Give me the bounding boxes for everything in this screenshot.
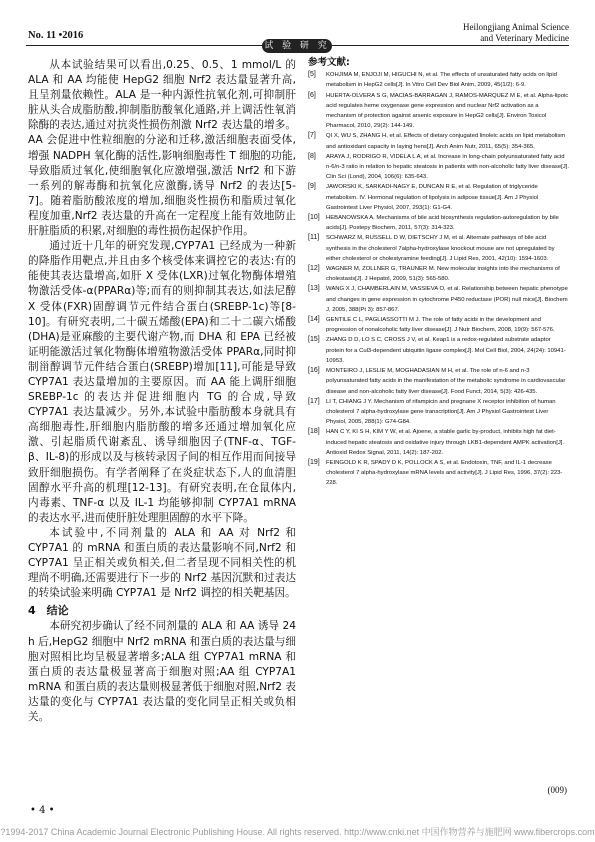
references-column bbox=[308, 58, 570, 489]
reference-text: WANG X J, CHAMBERLAIN M, VASSIEVA O, et al. Relationship between hepatic phenotype and changes in gene expression in cytochrome P450 reductase (POR) null mice[J]. Biochem J, 2005, 388(Pt 3): 857-867. bbox=[326, 286, 568, 313]
reference-item bbox=[308, 152, 570, 183]
reference-item bbox=[308, 233, 570, 264]
main-text-column bbox=[28, 58, 296, 725]
body-paragraph-3: 本试验中,不同剂量的 ALA 和 AA 对 Nrf2 和 CYP7A1 的 mRNA 和蛋白质的表达量影响不同,Nrf2 和 CYP7A1 呈正相关或负相关,但二者呈现不同相关性的机理尚不明确,还需要进行下一步的 Nrf2 基因沉默和过表达的转染试验来明确 CYP7A1 是 Nrf2 调控的相关靶基因。 bbox=[28, 526, 296, 600]
reference-item bbox=[308, 264, 570, 284]
reference-item bbox=[308, 131, 570, 151]
reference-text: LI T, CHIANG J Y. Mechanism of rifampicin and pregnane X receptor inhibition of human cholesterol 7 alpha-hydroxylase gene transcription[J]. Am J Physiol Gastrointest Liver Physiol, 2005, 288(1): G74-G84. bbox=[326, 398, 556, 426]
reference-text: ARAYA J, RODRIGO R, VIDELA L A, et al. Increase in long-chain polyunsaturated fatty acid n-6/n-3 ratio in relation to hepatic steatosis in patients with non-alcoholic fatty liver disease[J]. Clin Sci (Lond), 2004, 106(6): 635-643. bbox=[326, 153, 569, 181]
reference-number: [6] bbox=[308, 91, 316, 99]
reference-item bbox=[308, 366, 570, 397]
journal-name-line1: Heilongjiang Animal Science bbox=[463, 22, 569, 32]
conclusion-paragraph: 本研究初步确认了经不同剂量的 ALA 和 AA 诱导 24 h 后,HepG2 细胞中 Nrf2 mRNA 和蛋白质的表达量与细胞对照相比均呈极显著增多;ALA 组 CYP7A1 mRNA 和蛋白质的表达量极显著高于细胞对照;AA 组 CYP7A1 mRNA 和蛋白质的表达量则极显著低于细胞对照,Nrf2 表达量的变化与 CYP7A1 表达量的变化同呈正相关或负相关。 bbox=[28, 620, 296, 724]
reference-number: [9] bbox=[308, 183, 316, 191]
reference-item bbox=[308, 182, 570, 213]
issue-number: No. 11 •2016 bbox=[28, 30, 84, 41]
section-heading-conclusion: 4 结论 bbox=[28, 604, 69, 618]
reference-number: [16] bbox=[308, 367, 320, 375]
reference-text: KOHJIMA M, ENJOJI M, HIGUCHI N, et al. The effects of unsaturated fatty acids on lipid metabolism in HepG2 cells[J]. In Vitro Cell Dev Biol Anim, 2009, 45(1/2): 6-9. bbox=[326, 72, 557, 89]
references-title: 参考文献: bbox=[308, 57, 350, 68]
reference-text: WAGNER M, ZOLLNER G, TRAUNER M. New molecular insights into the mechanisms of cholestasis[J]. J Hepatol, 2009, 51(3): 565-580. bbox=[326, 266, 560, 283]
journal-name bbox=[463, 22, 569, 44]
page-number: • 4 • bbox=[30, 805, 55, 816]
reference-number: [13] bbox=[308, 285, 320, 293]
reference-text: HUERTA-OLVERA S G, MACIAS-BARRAGAN J, RAMOS-MARQUEZ M E, et al. Alpha-lipoic acid regulates heme oxygenase gene expression and nuclear Nrf2 activation as a mechanism of protection against arsenic exposure in HepG2 cells[J]. Environ Toxicol Pharmacol, 2010, 29(2): 144-149. bbox=[326, 92, 569, 130]
reference-text: JAWORSKI K, SARKADI-NAGY E, DUNCAN R E, et al. Regulation of triglyceride metabolism. IV. Hormonal regulation of lipolysis in adipose tissue[J]. Am J Physiol Gastrointest Liver Physiol, 2007, 293(1): G1-G4. bbox=[326, 184, 539, 211]
copyright-footer: ?1994-2017 China Academic Journal Electronic Publishing House. All rights reserved. http://www.cnki.net 中国作物营养与施肥网 www.fibercrops.com bbox=[0, 827, 595, 837]
reference-text: ZHANG D D, LO S C, CROSS J V, et al. Keap1 is a redox-regulated substrate adaptor protein for a Cul3-dependent ubiquitin ligase complex[J]. Mol Cell Biol, 2004, 24(24): 10941-10953. bbox=[326, 337, 566, 364]
reference-number: [5] bbox=[308, 71, 316, 79]
reference-item bbox=[308, 315, 570, 335]
reference-text: HEBANOWSKA A. Mechanisms of bile acid biosynthesis regulation-autoregulation by bile acids[J]. Postepy Biochem, 2011, 57(3): 314-323. bbox=[326, 215, 559, 232]
reference-text: SCHWARZ M, RUSSELL D W, DIETSCHY J M, et al. Alternate pathways of bile acid synthesis in the cholesterol 7alpha-hydroxylase knockout mouse are not upregulated by either cholesterol or cholestyramine feeding[J]. J Lipid Res, 2001, 42(10): 1594-1603. bbox=[326, 235, 555, 262]
reference-number: [10] bbox=[308, 214, 320, 222]
reference-text: FEINGOLD K R, SPADY D K, POLLOCK A S, et al. Endotoxin, TNF, and IL-1 decrease cholesterol 7 alpha-hydroxylase mRNA levels and activity[J]. J Lipid Res, 1996, 37(2): 223-228. bbox=[326, 459, 563, 487]
reference-item bbox=[308, 427, 570, 458]
reference-item bbox=[308, 213, 570, 233]
reference-text: GENTILE C L, PAGLIASSOTTI M J. The role of fatty acids in the development and progression of nonalcoholic fatty liver disease[J]. J Nutr Biochem, 2008, 19(9): 567-576. bbox=[326, 317, 555, 334]
reference-item bbox=[308, 458, 570, 489]
reference-item bbox=[308, 70, 570, 90]
section-badge: 试 验 研 究 bbox=[262, 39, 332, 53]
journal-name-line2: and Veterinary Medicine bbox=[480, 33, 569, 43]
reference-number: [14] bbox=[308, 316, 320, 324]
reference-number: [19] bbox=[308, 458, 320, 466]
reference-item bbox=[308, 284, 570, 315]
reference-number: [12] bbox=[308, 265, 320, 273]
reference-number: [7] bbox=[308, 132, 316, 140]
reference-item bbox=[308, 91, 570, 132]
reference-number: [8] bbox=[308, 152, 316, 160]
reference-number: [15] bbox=[308, 336, 320, 344]
reference-item bbox=[308, 335, 570, 366]
body-paragraph-2: 通过近十几年的研究发现,CYP7A1 已经成为一种新的降脂作用靶点,并且由多个核受体来调控它的表达:有的能使其表达量增高,如肝 X 受体(LXR)过氧化物酶体增殖物激活受体-α(PPARα)等;而有的则抑制其表达,如法尼醇 X 受体(FXR)固醇调节元件结合蛋白(SREBP-1c)等[8-10]。有研究表明,二十碳五烯酸(EPA)和二十二碳六烯酸(DHA)是亚麻酸的主要代谢产物,而 DHA 和 EPA 已经被证明能激活过氧化物酶体增殖物激活受体 PPARα,同时抑制甾醇调节元件结合蛋白(SREBP)增加[11],可能是导致 CYP7A1 表达量增加的主要原因。而 AA 能上调肝细胞 SREBP-1c 的表达并促进细胞内 TG 的合成,导致 CYP7A1 表达量减少。另外,本试验中脂肪酸本身就具有高细胞毒性,肝细胞内脂肪酸的增多还通过增加氧化应激、引起脂质代谢紊乱、诱导细胞因子(TNF-α、TGF-β、IL-8)的形成以及与核转录因子间的相互作用而间接导致肝细胞损伤。有学者阐释了在炎症状态下,人的血清胆固醇水平升高的机理[12-13]。有研究表明,在仓鼠体内,内毒素、TNF-α 以及 IL-1 均能够抑制 CYP7A1 mRNA 的表达水平,进而使肝脏处理胆固醇的水平下降。 bbox=[28, 240, 296, 524]
reference-number: [18] bbox=[308, 428, 320, 436]
body-paragraph-1: 从本试验结果可以看出,0.25、0.5、1 mmol/L 的 ALA 和 AA 均能使 HepG2 细胞 Nrf2 表达量显著升高,且呈剂量依赖性。ALA 是一种内源性抗氧化剂,可抑制肝脏从头合成脂肪酸,抑制脂肪酸氧化通路,并上调活性氧消除酶的表达,通过对抗炎性损伤剂激 Nrf2 表达量的增多。AA 会促进中性粒细胞的分泌和迁移,激活细胞表面受体,增强 NADPH 氧化酶的活性,影响细胞毒性 T 细胞的功能,导致脂质过氧化,使细胞氧化应激增强,激活 Nrf2 和下游一系列的解毒酶和抗氧化应激酶,诱导 Nrf2 的表达[5-7]。随着脂肪酸浓度的增加,细胞炎性损伤和脂质过氧化程度加重,Nrf2 表达量的升高在一定程度上能有效地防止肝脏脂质的积累,对细胞的毒性损伤起保护作用。 bbox=[28, 59, 296, 238]
reference-text: QI X, WU S, ZHANG H, et al. Effects of dietary conjugated linoleic acids on lipid metabolism and antioxidant capacity in laying hens[J]. Arch Anim Nutr, 2011, 65(5): 354-365. bbox=[326, 133, 566, 150]
reference-number: [11] bbox=[308, 234, 320, 242]
reference-text: HAN C Y, KI S H, KIM Y W, et al. Ajoene, a stable garlic by-product, inhibits high fat diet-induced hepatic steatosis and oxidative injury through LKB1-dependent AMPK activation[J]. Antioxid Redox Signal, 2011, 14(2): 187-202. bbox=[326, 429, 565, 456]
reference-number: [17] bbox=[308, 397, 320, 405]
reference-item bbox=[308, 397, 570, 428]
reference-text: MONTEIRO J, LESLIE M, MOGHADASIAN M H, et al. The role of n-6 and n-3 polyunsaturated fatty acids in the manifestation of the metabolic syndrome in cardiovascular disease and non-alcoholic fatty liver disease[J]. Food Funct, 2014, 5(3): 426-435. bbox=[326, 368, 566, 395]
article-tag: (009) bbox=[547, 785, 567, 795]
